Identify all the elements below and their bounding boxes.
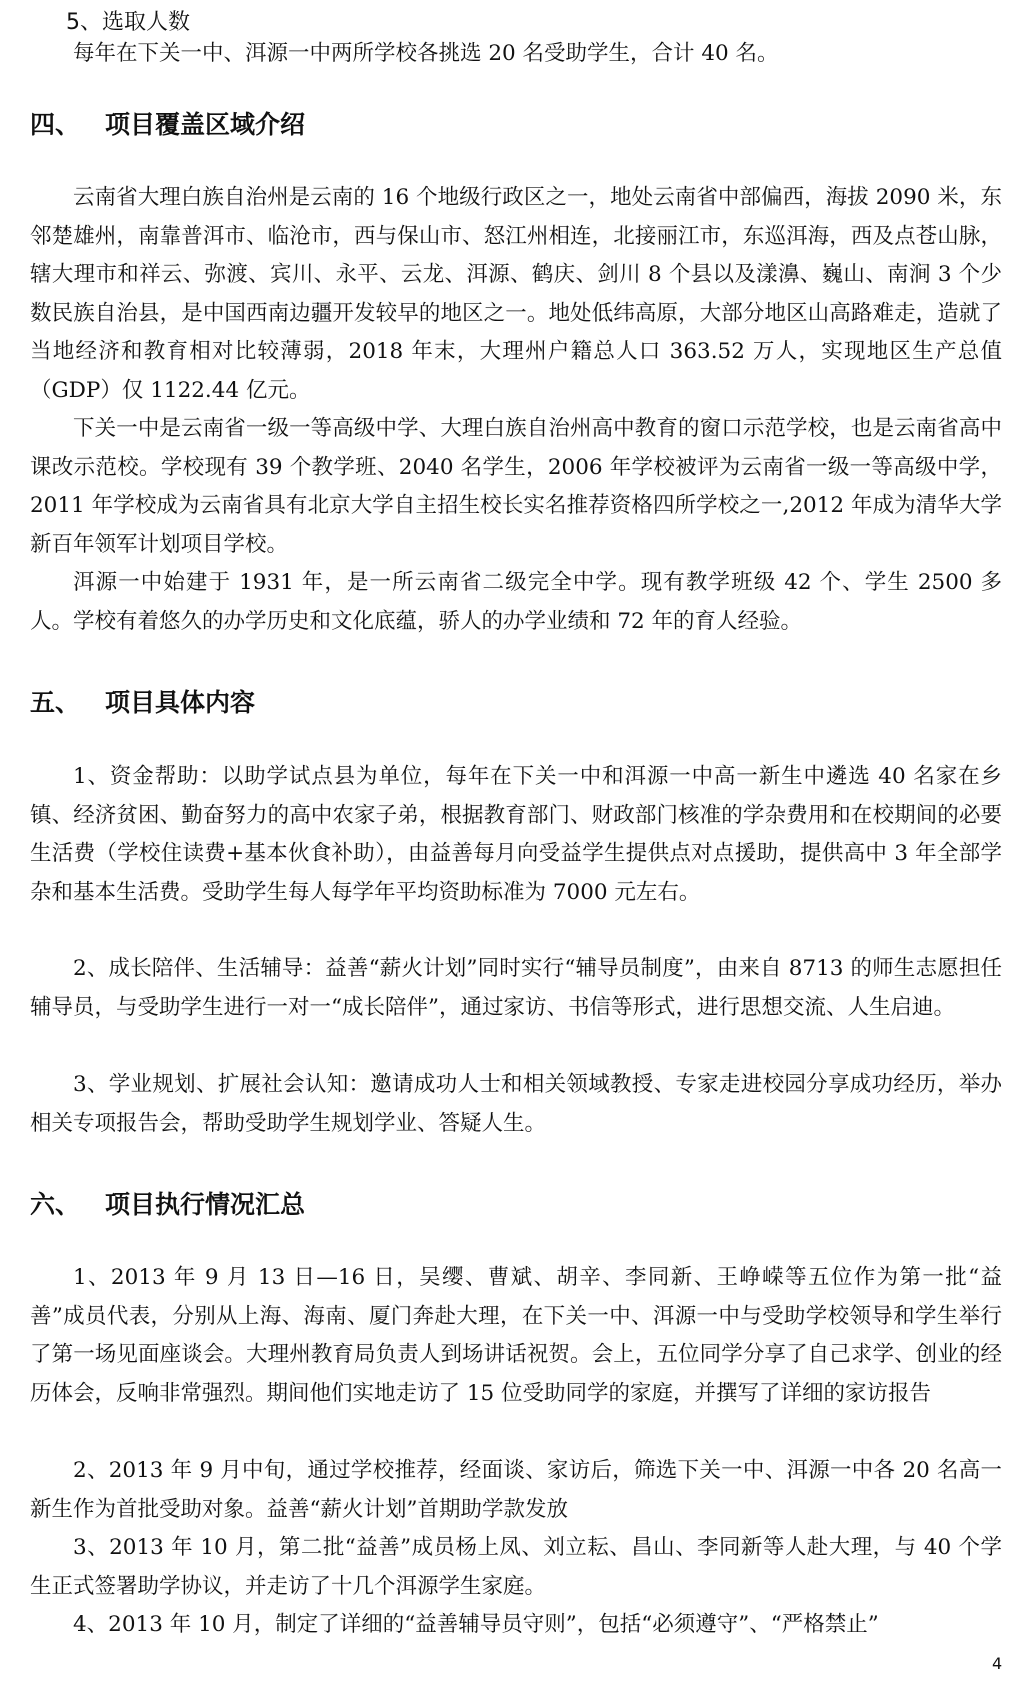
section-title: 项目执行情况汇总 [105, 1190, 306, 1219]
section-title: 项目具体内容 [105, 688, 256, 717]
section-heading-5 [30, 686, 255, 720]
paragraph: 下关一中是云南省一级一等高级中学、大理白族自治州高中教育的窗口示范学校，也是云南省高中课改示范校。学校现有 39 个教学班、2040 名学生，2006 年学校被评为云南省一级一等高级中学，2011 年学校成为云南省具有北京大学自主招生校长实名推荐资格四所学校之一,2012 年成为清华大学新百年领军计划项目学校。 [30, 416, 1002, 557]
section-number: 四、 [30, 110, 81, 139]
paragraph: 4、2013 年 10 月，制定了详细的“益善辅导员守则”，包括“必须遵守”、“严格禁止” [73, 1612, 879, 1637]
section-number: 六、 [30, 1190, 81, 1219]
section-title: 项目覆盖区域介绍 [105, 110, 306, 139]
section-heading-6 [30, 1188, 305, 1222]
paragraph: 3、2013 年 10 月，第二批“益善”成员杨上凤、刘立耘、昌山、李同新等人赴大理，与 40 个学生正式签署助学协议，并走访了十几个洱源学生家庭。 [30, 1535, 1002, 1599]
section-number: 五、 [30, 688, 81, 717]
item-text-selection-count: 每年在下关一中、洱源一中两所学校各挑选 20 名受助学生，合计 40 名。 [73, 41, 779, 66]
paragraph: 1、资金帮助：以助学试点县为单位，每年在下关一中和洱源一中高一新生中遴选 40 名家在乡镇、经济贫困、勤奋努力的高中农家子弟，根据教育部门、财政部门核准的学杂费用和在校期间的必要生活费（学校住读费+基本伙食补助），由益善每月向受益学生提供点对点援助，提供高中 3 年全部学杂和基本生活费。受助学生每人每学年平均资助标准为 7000 元左右。 [30, 764, 1002, 905]
paragraph: 1、2013 年 9 月 13 日—16 日，吴缨、曹斌、胡辛、李同新、王峥嵘等五位作为第一批“益善”成员代表，分别从上海、海南、厦门奔赴大理，在下关一中、洱源一中与受助学校领导和学生举行了第一场见面座谈会。大理州教育局负责人到场讲话祝贺。会上，五位同学分享了自己求学、创业的经历体会，反响非常强烈。期间他们实地走访了 15 位受助同学的家庭，并撰写了详细的家访报告 [30, 1265, 1002, 1406]
paragraph: 洱源一中始建于 1931 年，是一所云南省二级完全中学。现有教学班级 42 个、学生 2500 多人。学校有着悠久的办学历史和文化底蕴，骄人的办学业绩和 72 年的育人经验。 [30, 570, 1002, 634]
section-heading-4 [30, 108, 305, 142]
paragraph: 3、学业规划、扩展社会认知：邀请成功人士和相关领域教授、专家走进校园分享成功经历，举办相关专项报告会，帮助受助学生规划学业、答疑人生。 [30, 1072, 1002, 1136]
item-heading-selection-count: 5、选取人数 [66, 10, 190, 35]
paragraph: 云南省大理白族自治州是云南的 16 个地级行政区之一，地处云南省中部偏西，海拔 2090 米，东邻楚雄州，南靠普洱市、临沧市，西与保山市、怒江州相连，北接丽江市，东巡洱海，西及点苍山脉，辖大理市和祥云、弥渡、宾川、永平、云龙、洱源、鹤庆、剑川 8 个县以及漾濞、巍山、南涧 3 个少数民族自治县，是中国西南边疆开发较早的地区之一。地处低纬高原，大部分地区山高路难走，造就了当地经济和教育相对比较薄弱，2018 年末，大理州户籍总人口 363.52 万人，实现地区生产总值（GDP）仅 1122.44 亿元。 [30, 185, 1002, 403]
paragraph: 2、成长陪伴、生活辅导：益善“薪火计划”同时实行“辅导员制度”，由来自 8713 的师生志愿担任辅导员，与受助学生进行一对一“成长陪伴”，通过家访、书信等形式，进行思想交流、人生启迪。 [30, 956, 1002, 1020]
paragraph: 2、2013 年 9 月中旬，通过学校推荐，经面谈、家访后，筛选下关一中、洱源一中各 20 名高一新生作为首批受助对象。益善“薪火计划”首期助学款发放 [30, 1458, 1002, 1522]
page-number: 4 [992, 1654, 1003, 1673]
